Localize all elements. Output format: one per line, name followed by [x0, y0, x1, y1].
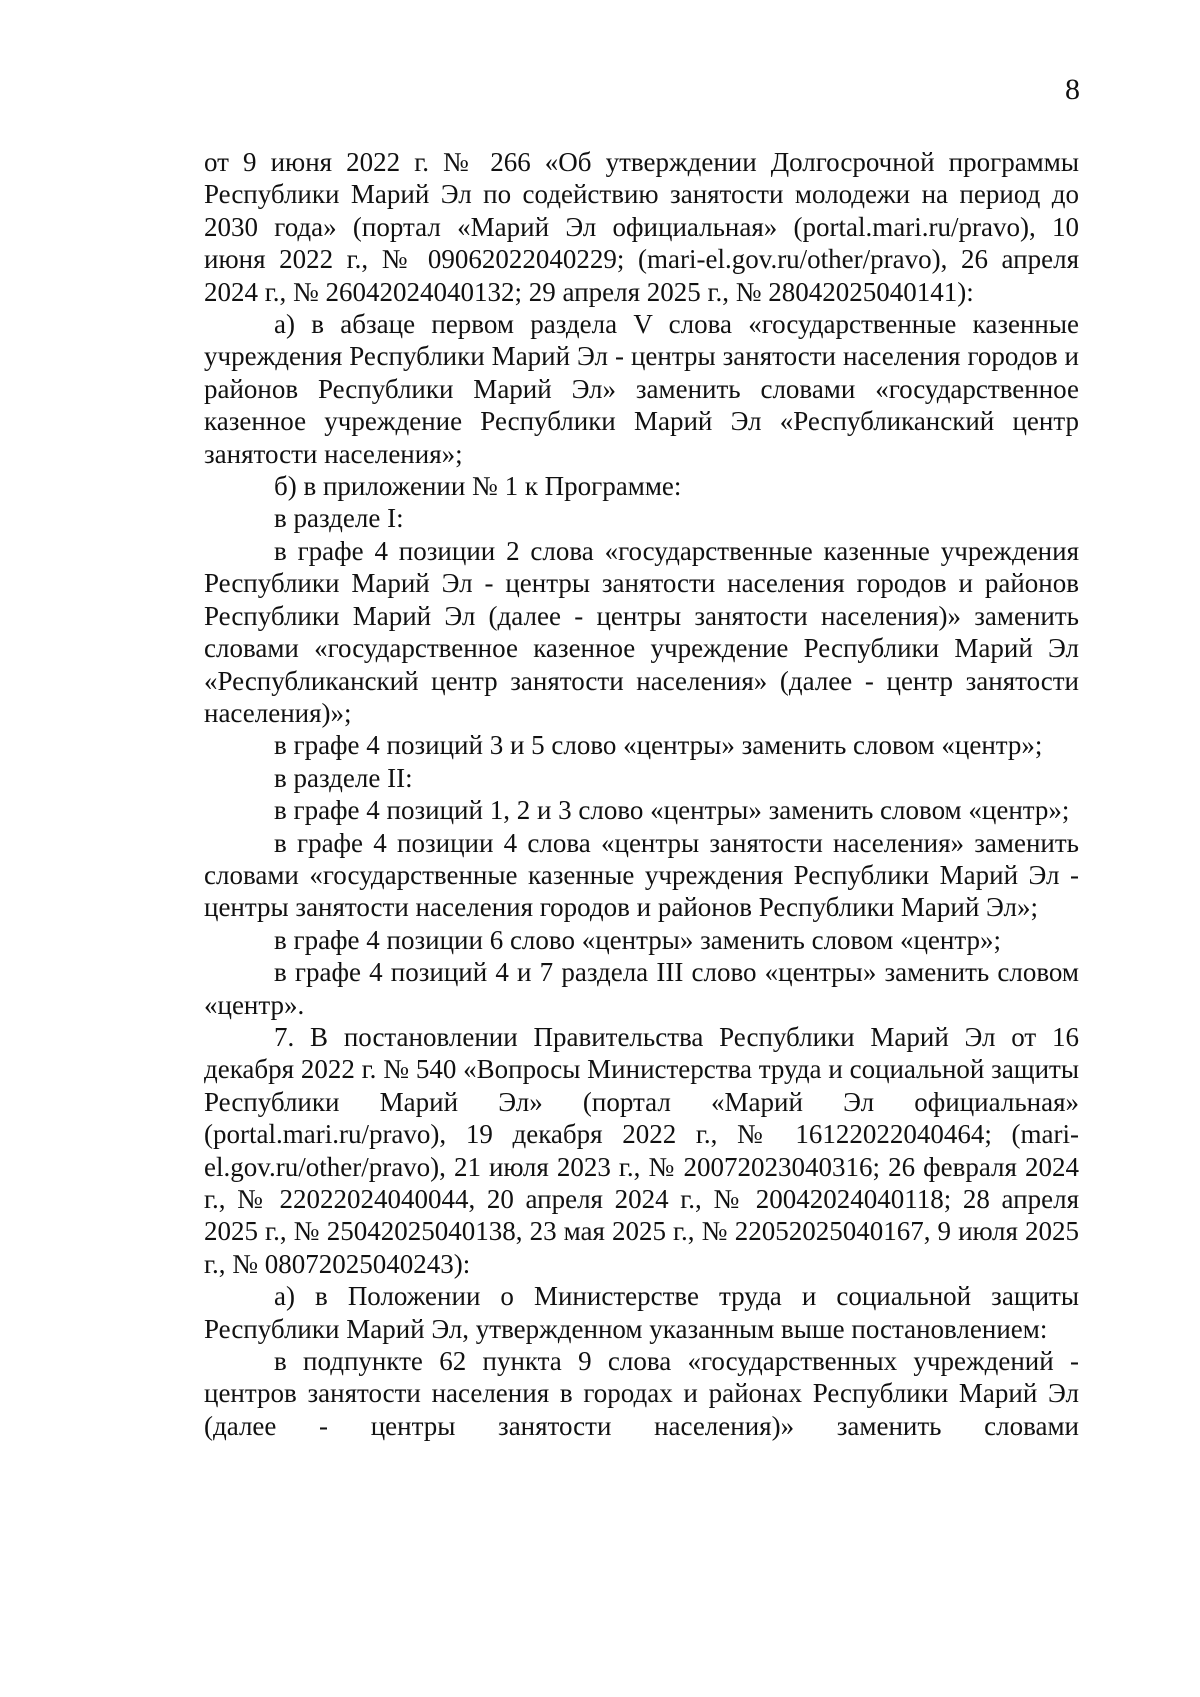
paragraph-amendment-b-appendix: б) в приложении № 1 к Программе:: [274, 471, 682, 502]
paragraph-column4-position6: в графе 4 позиции 6 слово «центры» заменить словом «центр»;: [274, 924, 1001, 955]
paragraph-column4-position2: в графе 4 позиции 2 слова «государственные казенные учреждения Республики Марий Эл - центры занятости населения городов и районов Республики Марий Эл (далее - центры занятости населения)» заменить словами «государственное казенное учреждение Республики Марий Эл «Республиканский центр занятости населения» (далее - центр занятости населения)»;: [204, 535, 1079, 728]
paragraph-amendment-a-section-v: а) в абзаце первом раздела V слова «государственные казенные учреждения Республики Марий Эл - центры занятости населения городов и районов Республики Марий Эл» заменить словами «государственное казенное учреждение Республики Марий Эл «Республиканский центр занятости населения»;: [204, 309, 1079, 469]
paragraph-section-i: в разделе I:: [274, 503, 404, 534]
document-body: [204, 146, 1079, 1442]
paragraph-column4-positions-3-5: в графе 4 позиций 3 и 5 слово «центры» заменить словом «центр»;: [274, 730, 1043, 761]
paragraph-section-ii: в разделе II:: [274, 762, 413, 793]
paragraph-subitem-62: в подпункте 62 пункта 9 слова «государственных учреждений - центров занятости населения в городах и районах Республики Марий Эл (далее - центры занятости населения)» заменить словами: [204, 1346, 1079, 1441]
paragraph-amendment-a-regulation: а) в Положении о Министерстве труда и социальной защиты Республики Марий Эл, утвержденном указанным выше постановлением:: [204, 1281, 1079, 1344]
paragraph-section-iii: в графе 4 позиций 4 и 7 раздела III слово «центры» заменить словом «центр».: [204, 957, 1079, 1020]
paragraph-column4-positions-1-2-3: в графе 4 позиций 1, 2 и 3 слово «центры» заменить словом «центр»;: [274, 795, 1070, 826]
page-number: 8: [1065, 73, 1080, 106]
paragraph-column4-position4: в графе 4 позиции 4 слова «центры занятости населения» заменить словами «государственные казенные учреждения Республики Марий Эл - центры занятости населения городов и районов Республики Марий Эл»;: [204, 827, 1079, 923]
paragraph-program-citation: от 9 июня 2022 г. № 266 «Об утверждении Долгосрочной программы Республики Марий Эл по содействию занятости молодежи на период до 2030 года» (портал «Марий Эл официальная» (portal.mari.ru/pravo), 10 июня 2022 г., № 09062022040229; (mari-el.gov.ru/other/pravo), 26 апреля 2024 г., № 26042024040132; 29 апреля 2025 г., № 28042025040141):: [204, 147, 1079, 307]
paragraph-item-7-resolution-540: 7. В постановлении Правительства Республики Марий Эл от 16 декабря 2022 г. № 540 «Вопросы Министерства труда и социальной защиты Республики Марий Эл» (портал «Марий Эл официальная» (portal.mari.ru/pravo), 19 декабря 2022 г., № 16122022040464; (mari-el.gov.ru/other/pravo), 21 июля 2023 г., № 20072023040316; 26 февраля 2024 г., № 22022024040044, 20 апреля 2024 г., № 20042024040118; 28 апреля 2025 г., № 25042025040138, 23 мая 2025 г., № 22052025040167, 9 июля 2025 г., № 08072025040243):: [204, 1021, 1079, 1279]
